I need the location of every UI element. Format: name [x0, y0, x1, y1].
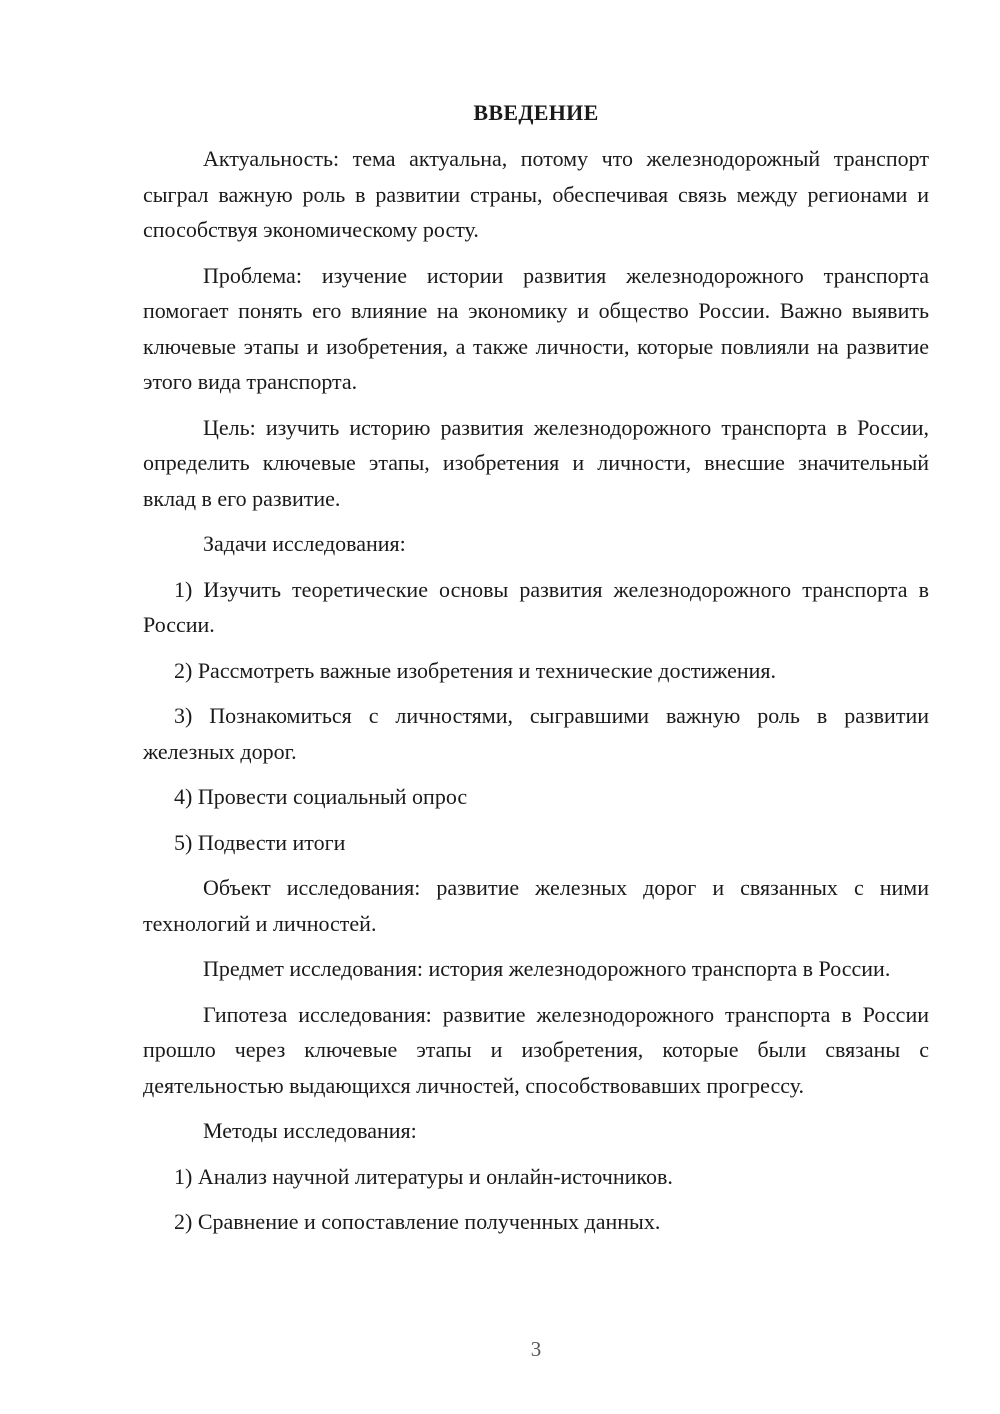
paragraph-object: Объект исследования: развитие железных дорог и связанных с ними технологий и личностей.	[143, 875, 929, 936]
paragraph-tasks-heading: Задачи исследования:	[203, 531, 406, 556]
list-item-method-2: 2) Сравнение и сопоставление полученных данных.	[174, 1209, 661, 1234]
paragraph-goal: Цель: изучить историю развития железнодорожного транспорта в России, определить ключевые этапы, изобретения и личности, внесшие значительный вклад в его развитие.	[143, 414, 929, 511]
list-item-task-2: 2) Рассмотреть важные изобретения и технические достижения.	[174, 657, 777, 683]
paragraph-relevance: Актуальность: тема актуальна, потому что железнодорожный транспорт сыграл важную роль в развитии страны, обеспечивая связь между регионами и способствуя экономическому росту.	[143, 146, 929, 242]
list-item-task-3: 3) Познакомиться с личностями, сыгравшими важную роль в развитии железных дорог.	[143, 703, 929, 764]
list-item-method-1: 1) Анализ научной литературы и онлайн-источников.	[174, 1163, 673, 1189]
list-item-task-4: 4) Провести социальный опрос	[174, 784, 468, 809]
paragraph-hypothesis: Гипотеза исследования: развитие железнодорожного транспорта в России прошло через ключевые этапы и изобретения, которые были связаны с деятельностью выдающихся личностей, способствовавших прогрессу.	[143, 1001, 929, 1098]
list-item-task-5: 5) Подвести итоги	[174, 829, 346, 855]
paragraph-methods-heading: Методы исследования:	[203, 1118, 417, 1143]
list-item-task-1: 1) Изучить теоретические основы развития железнодорожного транспорта в России.	[143, 576, 929, 637]
page-number: 3	[530, 1337, 542, 1361]
page-title: ВВЕДЕНИЕ	[473, 100, 599, 125]
paragraph-problem: Проблема: изучение истории развития железнодорожного транспорта помогает понять его влияние на экономику и общество России. Важно выявить ключевые этапы и изобретения, а также личности, которые повлияли на развитие этого вида транспорта.	[143, 262, 929, 394]
paragraph-subject: Предмет исследования: история железнодорожного транспорта в России.	[203, 956, 891, 981]
document-page	[143, 95, 929, 1250]
